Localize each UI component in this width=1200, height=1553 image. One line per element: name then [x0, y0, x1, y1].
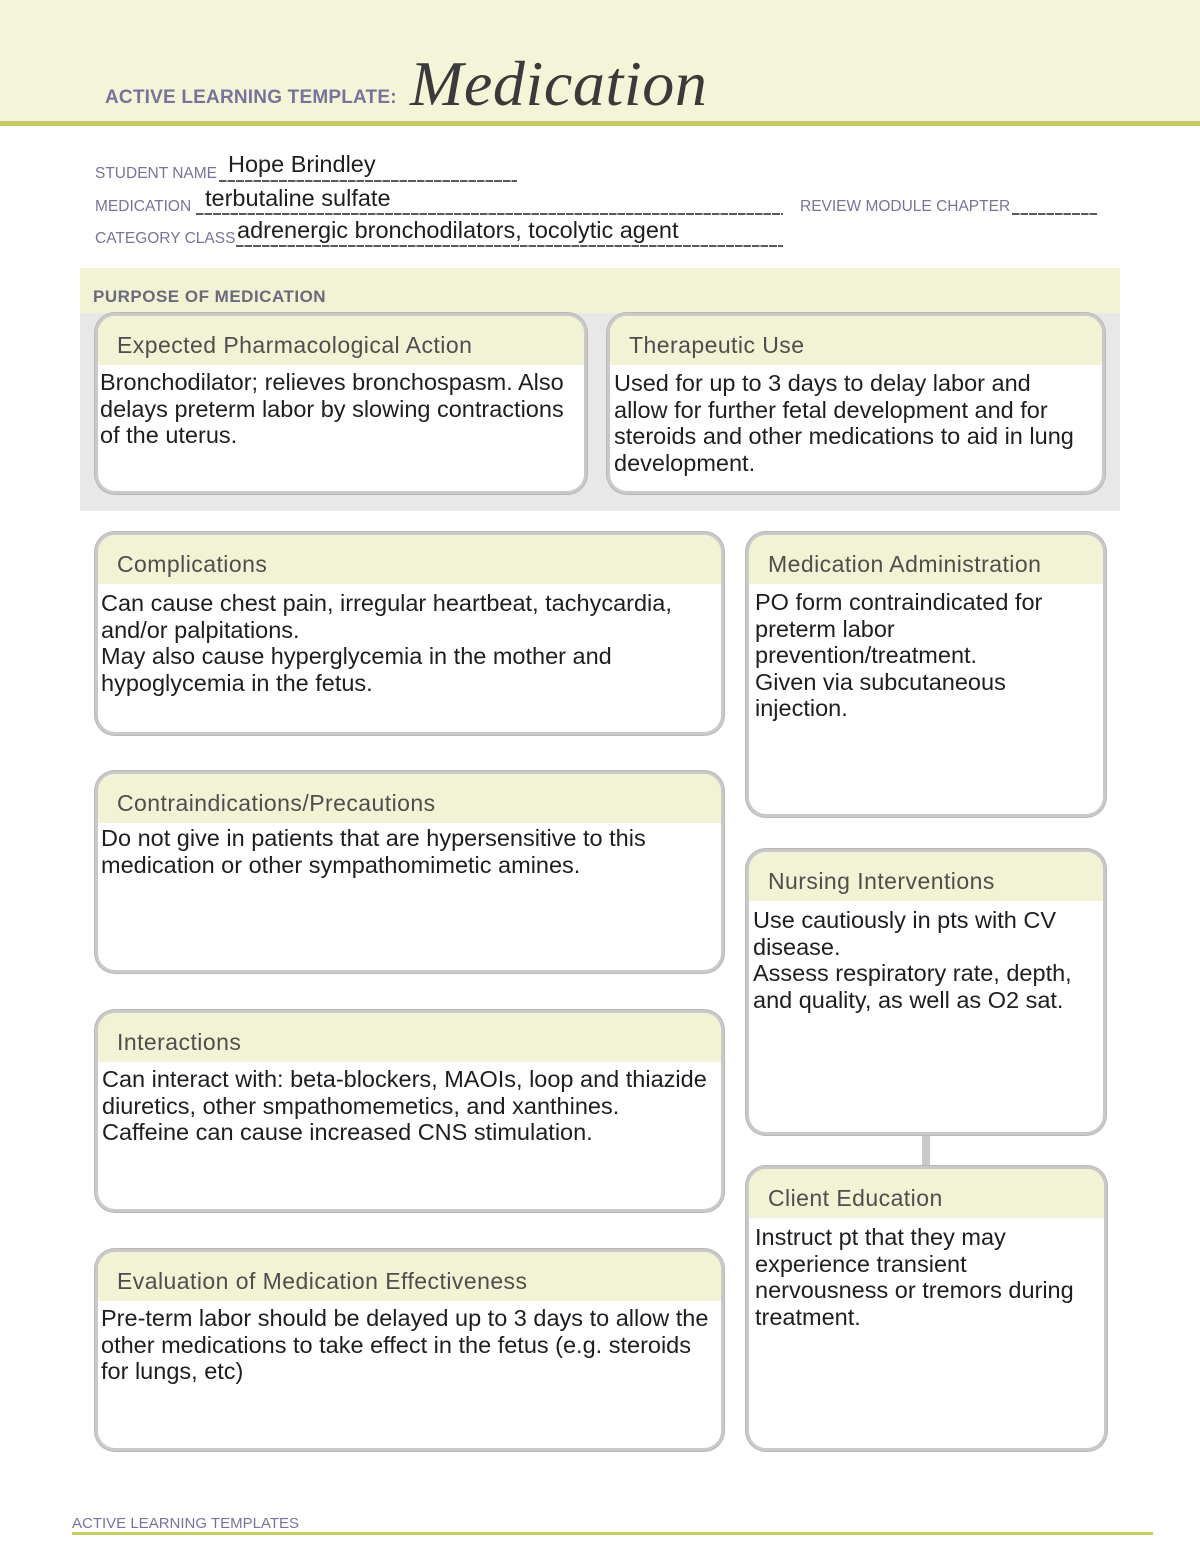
evaluation-box: [95, 1249, 724, 1451]
nursing-education-connector: [922, 1135, 930, 1167]
body-line: disease.: [753, 933, 841, 960]
body-line: Used for up to 3 days to delay labor and: [614, 370, 1031, 396]
evaluation-title: Evaluation of Medication Effectiveness: [117, 1268, 528, 1294]
body-line: Given via subcutaneous: [755, 668, 1006, 695]
expected-action-field[interactable]: [100, 369, 584, 491]
client-education-box: [746, 1166, 1107, 1451]
contraindications-field[interactable]: [101, 825, 721, 970]
student-name-field[interactable]: [219, 151, 517, 182]
category-class-label: CATEGORY CLASS: [95, 230, 236, 247]
body-line: and/or palpitations.: [101, 616, 300, 643]
body-line: May also cause hyperglycemia in the mother and: [101, 643, 612, 669]
nursing-interventions-title: Nursing Interventions: [768, 868, 995, 894]
therapeutic-use-box: [607, 313, 1105, 494]
header-rule: [0, 121, 1200, 126]
complications-field[interactable]: [101, 590, 721, 732]
medication-underline: [196, 213, 783, 215]
body-line: Do not give in patients that are hypersensitive to this: [101, 825, 646, 851]
template-title: Medication: [410, 48, 708, 119]
body-line: other medications to take effect in the fetus (e.g. steroids: [101, 1331, 692, 1358]
template-label: ACTIVE LEARNING TEMPLATE:: [105, 87, 397, 108]
category-class-value: adrenergic bronchodilators, tocolytic agent: [237, 217, 679, 243]
contraindications-title: Contraindications/Precautions: [117, 790, 436, 816]
student-name-label: STUDENT NAME: [95, 165, 218, 182]
contraindications-box: [95, 771, 724, 973]
body-line: diuretics, other smpathomemetics, and xanthines.: [102, 1092, 620, 1119]
nursing-interventions-box: [746, 849, 1106, 1135]
body-line: Bronchodilator; relieves bronchospasm. Also: [100, 369, 564, 395]
body-line: experience transient: [755, 1250, 967, 1277]
body-line: of the uterus.: [100, 422, 238, 448]
student-name-underline: [219, 180, 517, 182]
body-line: Can cause chest pain, irregular heartbeat, tachycardia,: [101, 590, 672, 616]
therapeutic-use-title: Therapeutic Use: [629, 332, 805, 358]
body-line: development.: [614, 449, 756, 476]
administration-field[interactable]: [755, 589, 1103, 814]
interactions-title: Interactions: [117, 1029, 242, 1055]
body-line: and quality, as well as O2 sat.: [753, 986, 1064, 1013]
administration-title: Medication Administration: [768, 551, 1042, 577]
body-line: Assess respiratory rate, depth,: [753, 960, 1072, 986]
category-class-field[interactable]: [236, 217, 783, 247]
body-line: steroids and other medications to aid in lung: [614, 423, 1074, 449]
body-line: allow for further fetal development and for: [614, 396, 1048, 423]
client-education-title: Client Education: [768, 1185, 943, 1211]
expected-action-box: [95, 313, 587, 494]
evaluation-field[interactable]: [101, 1305, 721, 1448]
medication-value: terbutaline sulfate: [205, 185, 391, 211]
body-line: Caffeine can cause increased CNS stimulation.: [102, 1119, 593, 1145]
nursing-interventions-field[interactable]: [753, 907, 1103, 1132]
body-line: Pre-term labor should be delayed up to 3 days to allow the: [101, 1305, 709, 1331]
body-line: nervousness or tremors during: [755, 1277, 1074, 1303]
complications-box: [95, 532, 724, 735]
body-line: medication or other sympathomimetic amines.: [101, 851, 581, 878]
category-class-underline: [236, 245, 783, 247]
body-line: hypoglycemia in the fetus.: [101, 669, 373, 696]
therapeutic-use-field[interactable]: [614, 370, 1102, 491]
student-name-value: Hope Brindley: [228, 151, 376, 177]
medication-label: MEDICATION: [95, 198, 192, 215]
body-line: prevention/treatment.: [755, 642, 978, 668]
interactions-box: [95, 1010, 724, 1212]
complications-title: Complications: [117, 551, 268, 577]
interactions-field[interactable]: [102, 1066, 721, 1209]
client-education-field[interactable]: [755, 1224, 1104, 1448]
expected-action-title: Expected Pharmacological Action: [117, 332, 473, 358]
medication-field[interactable]: [196, 185, 783, 215]
review-module-chapter-field[interactable]: [1012, 185, 1097, 215]
review-module-chapter-underline: [1012, 213, 1097, 215]
footer-rule: [72, 1532, 1153, 1535]
body-line: Can interact with: beta-blockers, MAOIs, loop and thiazide: [102, 1066, 707, 1092]
body-line: preterm labor: [755, 615, 895, 642]
administration-box: [746, 532, 1106, 817]
body-line: treatment.: [755, 1303, 861, 1330]
body-line: for lungs, etc): [101, 1358, 244, 1384]
footer-label: ACTIVE LEARNING TEMPLATES: [72, 1515, 299, 1532]
body-line: injection.: [755, 695, 848, 721]
review-module-chapter-label: REVIEW MODULE CHAPTER: [800, 198, 1011, 215]
body-line: Use cautiously in pts with CV: [753, 907, 1057, 933]
body-line: Instruct pt that they may: [755, 1224, 1006, 1250]
body-line: delays preterm labor by slowing contractions: [100, 395, 564, 422]
purpose-heading: PURPOSE OF MEDICATION: [93, 287, 327, 306]
body-line: PO form contraindicated for: [755, 589, 1043, 615]
